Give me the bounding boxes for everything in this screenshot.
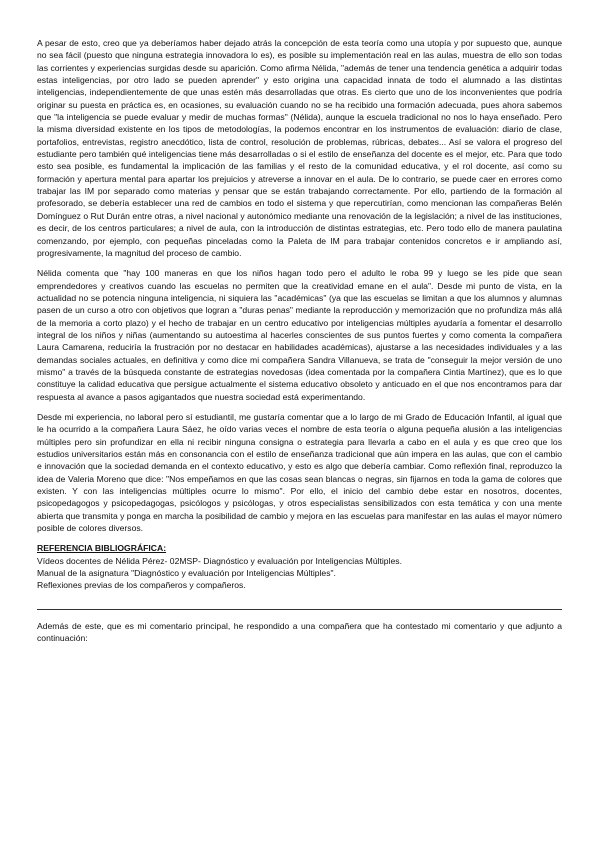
reference-heading: REFERENCIA BIBLIOGRÁFICA: — [37, 543, 167, 554]
reference-item: Manual de la asignatura "Diagnóstico y evaluación por Inteligencias Múltiples". — [37, 568, 336, 579]
section-divider — [37, 609, 562, 610]
paragraph-1: A pesar de esto, creo que ya deberíamos haber dejado atrás la concepción de esta teoría como una utopía y por supuesto que, aunque no sea fácil (puesto que ninguna estrategia innovadora lo es), es posible su implementación real en las aulas, muestra de ello son todas las corrientes y experiencias surgidas desde su aparición. Como afirma Nélida, "además de tener una tendencia genética a adquirir todas estas inteligencias, por otro lado se pueden aprender" y esto origina una capacidad innata de todo el alumnado a las distintas inteligencias, independientemente de que unas estén más desarrolladas que otras. Es cierto que uno de los inconvenientes que podría originar su puesta en práctica es, en ocasiones, su evaluación cuando no se ha recibido una formación adecuada, pues ahora sabemos que "la inteligencia se puede evaluar y medir de muchas formas" (Nélida), aunque la escuela tradicional no nos lo haya enseñado. Pero la misma diversidad existente en los tipos de metodologías, la podemos encontrar en los instrumentos de evaluación: diario de clase, portafolios, entrevistas, registro anecdótico, lista de control, resolución de problemas, rúbricas, debates... Así se valora el progreso del estudiante pero también qué inteligencias tiene más desarrolladas o si el estilo de enseñanza del docente es el mejor, etc. Para que todo esto sea posible, es fundamental la implicación de las familias y el resto de la comunidad educativa, y el rol docente, así como su formación y apertura mental para apartar los prejuicios y atreverse a innovar en el aula. De lo contrario, se puede caer en errores como trabajar las IM por separado como materias y pensar que se están trabajando correctamente. Por ello, partiendo de la formación al profesorado, se debería establecer una red de cambios en todo el sistema y que repercutirían, como mencionan las compañeras Belén Domínguez o Rut Durán entre otras, a nivel nacional y autonómico mediante una renovación de la legislación; a nivel de las instituciones, es decir, de los centros particulares; a nivel de aula, con la introducción de distintas estrategias, etc. Pero todo ello de manera paulatina comenzando, por ejemplo, con pequeñas pinceladas como la Paleta de IM para trabajar contenidos concretos e ir ampliando así, progresivamente, la magnitud del proceso de cambio. — [37, 38, 562, 258]
paragraph-3: Desde mi experiencia, no laboral pero sí estudiantil, me gustaría comentar que a lo largo de mi Grado de Educación Infantil, al igual que le ha ocurrido a la compañera Laura Sáez, he oído varias veces el nombre de esta teoría o alguna pequeña alusión a las inteligencias múltiples pero sin profundizar en ella ni recibir ninguna consigna o estrategia para llevarla a cabo en el aula y es que creo que los estudios universitarios están más en consonancia con el estilo de enseñanza tradicional que aún impera en las aulas, que con el cambio e innovación que la sociedad demanda en el contexto educativo, y esto es algo que debería cambiar. Como reflexión final, reproduzco la idea de Valeria Moreno que dice: "Nos empeñamos en que las cosas sean blancas o negras, sin fijarnos en toda la gama de colores que existen. Y con las inteligencias múltiples ocurre lo mismo". Por ello, el inicio del cambio debe estar en nosotros, docentes, psicopedagogos y psicopedagogas, psicólogos y psicólogas, y otros especialistas sensibilizados con esta temática y con una mente abierta que transmita y ponga en marcha la posibilidad de cambio y mejora en las escuelas para manifestar en las aulas el mayor número posible de colores diversos. — [37, 411, 562, 534]
reference-item: Vídeos docentes de Nélida Pérez- 02MSP- Diagnóstico y evaluación por Inteligencias Múltiples. — [37, 555, 402, 566]
closing-paragraph: Además de este, que es mi comentario principal, he respondido a una compañera que ha contestado mi comentario y que adjunto a continuación: — [37, 620, 562, 644]
paragraph-2: Nélida comenta que "hay 100 maneras en que los niños hagan todo pero el adulto le roba 99 y luego se les pide que sean emprendedores y creativos cuando las escuelas no permiten que la creatividad emane en el aula". Desde mi punto de vista, en la actualidad no se potencia ninguna inteligencia, ni siquiera las "académicas" (ya que las escuelas se limitan a que los alumnos y alumnas pasen de un curso a otro con objetivos que logran a "duras penas" mediante la reproducción y memorización que no profundiza más allá de la memoria a corto plazo) y el hecho de trabajar en un centro educativo por inteligencias múltiples ayudaría a fomentar el desarrollo integral de los niños y niñas (aumentando su autoestima al hacerles conscientes de sus puntos fuertes y como comenta la compañera Laura Camarena, reduciría la frustración por no destacar en habilidades académicas), ajustarse a las necesidades individuales y a las demandas sociales actuales, en definitiva y como dice mi compañera Sandra Villanueva, se trata de "conseguir la mejor versión de uno mismo" a través de la búsqueda constante de estrategias novedosas (idea comentada por la compañera Cintia Martínez), que es lo que constituye la calidad educativa que persigue actualmente el sistema educativo obsoleto y anticuado en el que nos encontramos para dar respuesta al avance a pasos agigantados que nuestra sociedad está experimentando. — [37, 268, 562, 402]
document-body — [37, 37, 562, 644]
reference-list — [37, 555, 562, 592]
reference-item: Reflexiones previas de los compañeros y compañeros. — [37, 580, 246, 591]
